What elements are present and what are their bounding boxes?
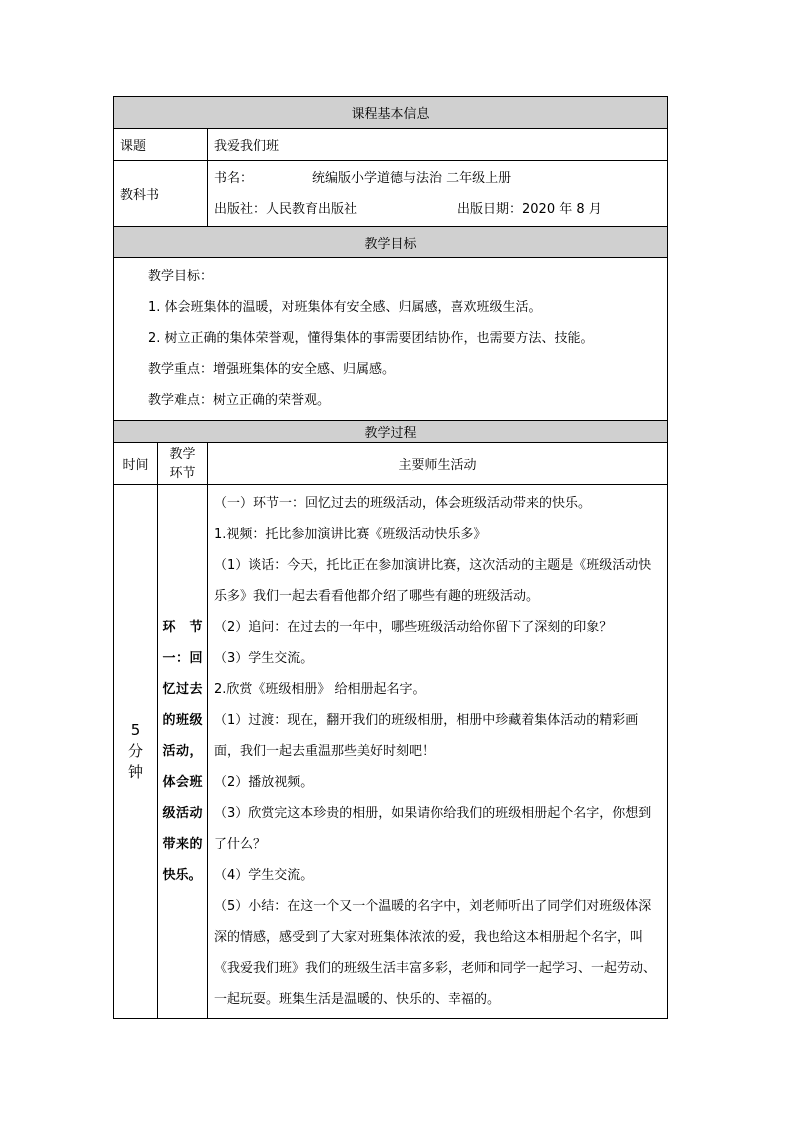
activity-line: （4）学生交流。 bbox=[214, 868, 314, 883]
activity-line: （5）小结：在这一个又一个温暖的名字中，刘老师听出了同学们对班级体深深的情感，感受到了大家对班集体浓浓的爱，我也给这本相册起个名字，叫《我爱我们班》我们的班级生活丰富多彩，老师和同学一起学习、一起劳动、一起玩耍。班集生活是温暖的、快乐的、幸福的。 bbox=[214, 899, 657, 1007]
time-line: 5 bbox=[130, 721, 141, 739]
step-cell bbox=[158, 485, 208, 1019]
col-header-step-line2: 环节 bbox=[169, 465, 196, 481]
activity-line: （1）过渡：现在，翻开我们的班级相册，相册中珍藏着集体活动的精彩画面，我们一起去重温那些美好时刻吧！ bbox=[214, 713, 639, 759]
time-cell bbox=[114, 485, 158, 1019]
bookname-row bbox=[214, 163, 667, 194]
lesson-plan-table bbox=[113, 96, 668, 1019]
topic-value: 我爱我们班 bbox=[208, 129, 668, 161]
activity-line: 2.欣赏《班级相册》 给相册起名字。 bbox=[214, 682, 426, 697]
col-header-time: 时间 bbox=[114, 443, 158, 485]
publisher-row bbox=[214, 194, 667, 225]
textbook-info bbox=[208, 161, 668, 227]
activity-line: （1）谈话：今天，托比正在参加演讲比赛，这次活动的主题是《班级活动快乐多》我们一起去看看他都介绍了哪些有趣的班级活动。 bbox=[214, 558, 652, 604]
goals-line: 2. 树立正确的集体荣誉观，懂得集体的事需要团结协作，也需要方法、技能。 bbox=[148, 331, 594, 346]
textbook-label: 教科书 bbox=[114, 161, 208, 227]
activities-cell bbox=[208, 485, 668, 1019]
activity-line: （3）学生交流。 bbox=[214, 651, 314, 666]
goals-line: 教学目标： bbox=[148, 269, 214, 284]
publisher-label: 出版社：人民教育出版社 bbox=[214, 201, 358, 217]
goals-line: 1. 体会班集体的温暖，对班集体有安全感、归属感，喜欢班级生活。 bbox=[148, 300, 542, 315]
section-header-basic-info: 课程基本信息 bbox=[114, 97, 668, 129]
time-line: 分 bbox=[127, 742, 143, 760]
activity-line: （2）播放视频。 bbox=[214, 775, 314, 790]
section-header-process: 教学过程 bbox=[114, 421, 668, 443]
pubdate-label: 出版日期：2020 年 8 月 bbox=[457, 201, 602, 217]
activity-line: （一）环节一：回忆过去的班级活动，体会班级活动带来的快乐。 bbox=[214, 496, 592, 511]
col-header-step bbox=[158, 443, 208, 485]
col-header-step-line1: 教学 bbox=[169, 446, 196, 462]
col-header-main: 主要师生活动 bbox=[208, 443, 668, 485]
step-text: 环节一：回忆过去的班级活动，体会班级活动带来的快乐。 bbox=[162, 620, 203, 883]
goals-line: 教学重点：增强班集体的安全感、归属感。 bbox=[148, 362, 396, 377]
bookname-value: 统编版小学道德与法治 二年级上册 bbox=[312, 170, 512, 186]
section-header-goals: 教学目标 bbox=[114, 227, 668, 258]
topic-label: 课题 bbox=[114, 129, 208, 161]
activity-line: （2）追问：在过去的一年中，哪些班级活动给你留下了深刻的印象？ bbox=[214, 620, 613, 635]
activity-line: 1.视频：托比参加演讲比赛《班级活动快乐多》 bbox=[214, 527, 487, 542]
time-line: 钟 bbox=[127, 763, 143, 781]
goals-content bbox=[114, 258, 668, 421]
goals-line: 教学难点：树立正确的荣誉观。 bbox=[148, 393, 331, 408]
bookname-label: 书名： bbox=[214, 170, 254, 186]
activity-line: （3）欣赏完这本珍贵的相册，如果请你给我们的班级相册起个名字，你想到了什么？ bbox=[214, 806, 652, 852]
